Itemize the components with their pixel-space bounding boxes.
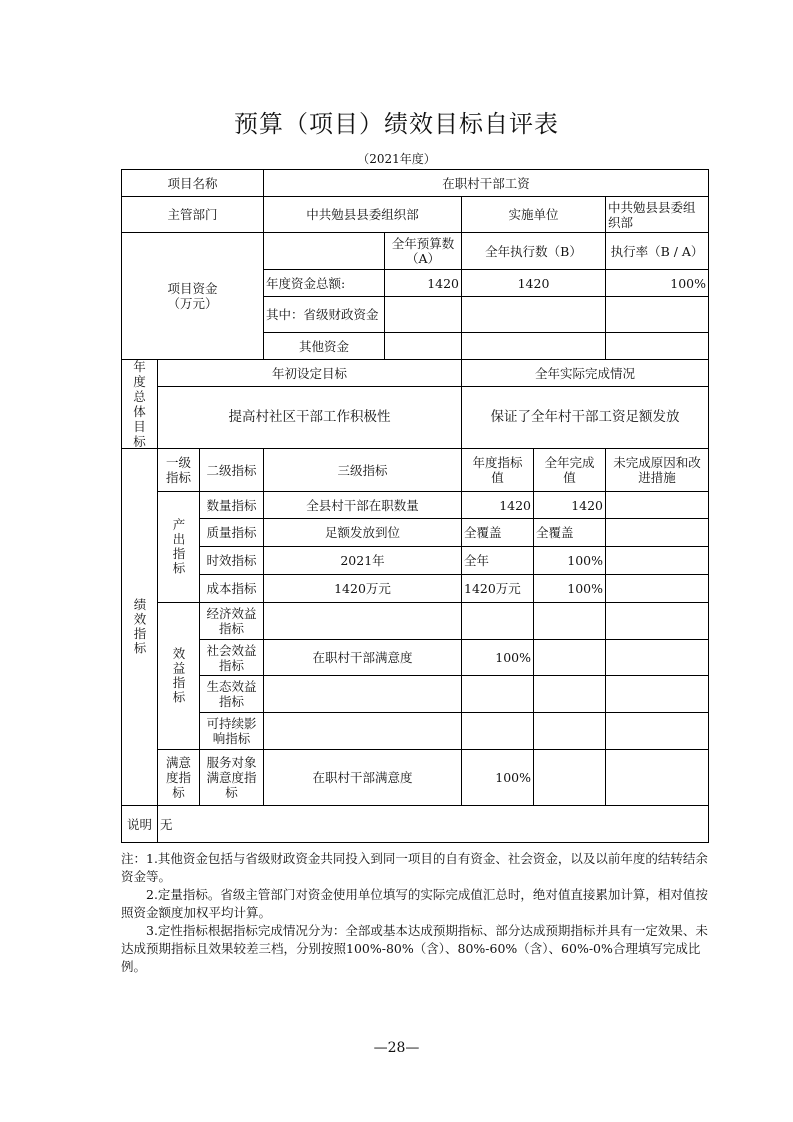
total-rate: 100% bbox=[605, 269, 709, 297]
qual-l2: 质量指标 bbox=[199, 518, 264, 547]
funds-header-blank bbox=[263, 232, 385, 270]
header-level1: 一级 指标 bbox=[157, 448, 200, 492]
goal-set-value: 提高村社区干部工作积极性 bbox=[157, 386, 462, 449]
project-name-value: 在职村干部工资 bbox=[263, 169, 709, 197]
year-subtitle: （2021年度） bbox=[357, 152, 436, 166]
project-name-label: 项目名称 bbox=[121, 169, 264, 197]
qty-target: 1420 bbox=[461, 491, 534, 519]
goal-actual-value: 保证了全年村干部工资足额发放 bbox=[461, 386, 709, 449]
col-budget: 全年预算数 （A） bbox=[384, 232, 462, 270]
sus-actual bbox=[533, 712, 606, 750]
qty-reason bbox=[605, 491, 709, 519]
qty-actual: 1420 bbox=[533, 491, 606, 519]
footnote-3: 3.定性指标根据指标完成情况分为：全部或基本达成预期指标、部分达成预期指标并具有一定效果、未达成预期指标且效果较差三档，分别按照100%-80%（含）、80%-60%（含）、60%-0%合理填写完成比例。 bbox=[121, 923, 708, 974]
sus-reason bbox=[605, 712, 709, 750]
time-reason bbox=[605, 546, 709, 575]
qual-actual: 全覆盖 bbox=[533, 518, 606, 547]
dept-label: 主管部门 bbox=[121, 196, 264, 233]
other-exec bbox=[461, 332, 606, 360]
output-indicators-label: 产出指标 bbox=[157, 491, 200, 603]
footnotes bbox=[121, 850, 709, 976]
remark-label: 说明 bbox=[121, 805, 158, 843]
soc-l3: 在职村干部满意度 bbox=[263, 639, 462, 676]
sus-l2: 可持续影 响指标 bbox=[199, 712, 264, 750]
cost-l2: 成本指标 bbox=[199, 574, 264, 603]
qty-l2: 数量指标 bbox=[199, 491, 264, 519]
qual-reason bbox=[605, 518, 709, 547]
sus-l3 bbox=[263, 712, 462, 750]
remark-value: 无 bbox=[157, 805, 709, 843]
goal-actual-header: 全年实际完成情况 bbox=[461, 359, 709, 387]
soc-target: 100% bbox=[461, 639, 534, 676]
soc-reason bbox=[605, 639, 709, 676]
provincial-budget bbox=[384, 296, 462, 333]
perf-label: 绩效指标 bbox=[121, 448, 158, 806]
eco-actual bbox=[533, 675, 606, 713]
sat-l2: 服务对象 满意度指 标 bbox=[199, 749, 264, 806]
econ-l3 bbox=[263, 602, 462, 640]
qual-l3: 足额发放到位 bbox=[263, 518, 462, 547]
soc-l2: 社会效益 指标 bbox=[199, 639, 264, 676]
col-rate: 执行率（B / A） bbox=[605, 232, 709, 270]
cost-target: 1420万元 bbox=[461, 574, 534, 603]
footnote-2: 2.定量指标。省级主管部门对资金使用单位填写的实际完成值汇总时，绝对值直接累加计算，相对值按照资金额度加权平均计算。 bbox=[121, 887, 708, 920]
header-actual: 全年完成 值 bbox=[533, 448, 606, 492]
header-level2: 二级指标 bbox=[199, 448, 264, 492]
annual-goal-label: 年度总体目标 bbox=[121, 359, 158, 449]
benefit-indicators-label: 效益指标 bbox=[157, 602, 200, 750]
econ-reason bbox=[605, 602, 709, 640]
other-rate bbox=[605, 332, 709, 360]
impl-unit-label: 实施单位 bbox=[461, 196, 606, 233]
sus-target bbox=[461, 712, 534, 750]
cost-reason bbox=[605, 574, 709, 603]
other-budget bbox=[384, 332, 462, 360]
eco-l2: 生态效益 指标 bbox=[199, 675, 264, 713]
time-l2: 时效指标 bbox=[199, 546, 264, 575]
footnote-1: 注：1.其他资金包括与省级财政资金共同投入到同一项目的自有资金、社会资金，以及以前年度的结转结余资金等。 bbox=[121, 851, 708, 884]
eco-target bbox=[461, 675, 534, 713]
page-title: 预算（项目）绩效目标自评表 bbox=[234, 110, 559, 138]
goal-set-header: 年初设定目标 bbox=[157, 359, 462, 387]
satisfaction-indicators-label: 满意 度指 标 bbox=[157, 749, 200, 806]
header-reason: 未完成原因和改 进措施 bbox=[605, 448, 709, 492]
eco-reason bbox=[605, 675, 709, 713]
econ-target bbox=[461, 602, 534, 640]
qty-l3: 全县村干部在职数量 bbox=[263, 491, 462, 519]
cost-l3: 1420万元 bbox=[263, 574, 462, 603]
econ-actual bbox=[533, 602, 606, 640]
eco-l3 bbox=[263, 675, 462, 713]
total-funds-label: 年度资金总额: bbox=[263, 269, 385, 297]
other-funds-label: 其他资金 bbox=[263, 332, 385, 360]
sat-target: 100% bbox=[461, 749, 534, 806]
total-exec: 1420 bbox=[461, 269, 606, 297]
sat-reason bbox=[605, 749, 709, 806]
sat-l3: 在职村干部满意度 bbox=[263, 749, 462, 806]
qual-target: 全覆盖 bbox=[461, 518, 534, 547]
provincial-exec bbox=[461, 296, 606, 333]
time-l3: 2021年 bbox=[263, 546, 462, 575]
sat-actual bbox=[533, 749, 606, 806]
cost-actual: 100% bbox=[533, 574, 606, 603]
header-target: 年度指标 值 bbox=[461, 448, 534, 492]
soc-actual bbox=[533, 639, 606, 676]
funds-label: 项目资金 （万元） bbox=[121, 232, 264, 360]
dept-value: 中共勉县县委组织部 bbox=[263, 196, 462, 233]
col-exec: 全年执行数（B） bbox=[461, 232, 606, 270]
total-budget: 1420 bbox=[384, 269, 462, 297]
provincial-funds-label: 其中：省级财政资金 bbox=[263, 296, 385, 333]
time-actual: 100% bbox=[533, 546, 606, 575]
header-level3: 三级指标 bbox=[263, 448, 462, 492]
page-number: —28— bbox=[373, 1040, 420, 1056]
econ-l2: 经济效益 指标 bbox=[199, 602, 264, 640]
provincial-rate bbox=[605, 296, 709, 333]
impl-unit-value: 中共勉县县委组织部 bbox=[605, 196, 709, 233]
time-target: 全年 bbox=[461, 546, 534, 575]
